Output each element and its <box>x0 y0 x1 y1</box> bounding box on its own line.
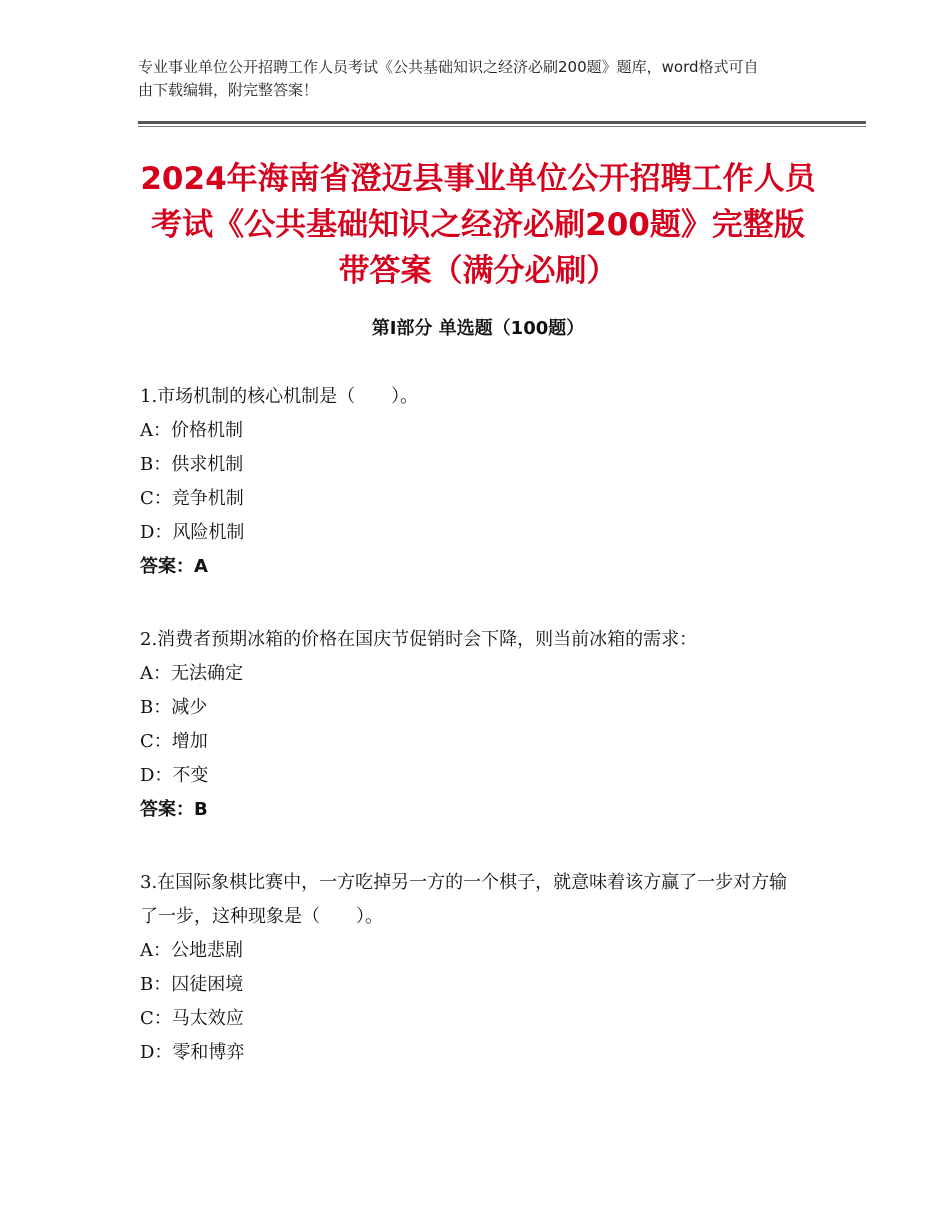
answer-line: 答案：B <box>140 799 208 820</box>
answer-line: 答案：A <box>140 556 208 577</box>
option-a: A：无法确定 <box>140 663 243 684</box>
option-c: C：马太效应 <box>140 1008 244 1029</box>
question-2 <box>140 623 800 827</box>
section-title: 第Ⅰ部分 单选题（100题） <box>371 318 585 339</box>
document-title: 2024年海南省澄迈县事业单位公开招聘工作人员考试《公共基础知识之经济必刷200题》完整版带答案（满分必刷） <box>140 161 816 289</box>
option-c: C：增加 <box>140 731 208 752</box>
question-1 <box>140 380 800 584</box>
option-b: B：供求机制 <box>140 454 244 475</box>
question-stem: 3.在国际象棋比赛中，一方吃掉另一方的一个棋子，就意味着该方赢了一步对方输了一步，这种现象是（ ）。 <box>140 872 788 927</box>
option-c: C：竞争机制 <box>140 488 244 509</box>
header-divider-thin <box>138 126 866 127</box>
option-d: D：不变 <box>140 765 209 786</box>
option-b: B：减少 <box>140 697 208 718</box>
question-3 <box>140 866 800 1070</box>
option-d: D：风险机制 <box>140 522 245 543</box>
question-list <box>140 380 800 1109</box>
header-note: 专业事业单位公开招聘工作人员考试《公共基础知识之经济必刷200题》题库，word格式可自由下载编辑，附完整答案！ <box>138 58 759 99</box>
question-stem: 2.消费者预期冰箱的价格在国庆节促销时会下降，则当前冰箱的需求： <box>140 629 698 650</box>
header-divider-thick <box>138 121 866 124</box>
option-a: A：公地悲剧 <box>140 940 243 961</box>
option-a: A：价格机制 <box>140 420 243 441</box>
option-b: B：囚徒困境 <box>140 974 244 995</box>
option-d: D：零和博弈 <box>140 1042 245 1063</box>
question-stem: 1.市场机制的核心机制是（ ）。 <box>140 386 419 407</box>
